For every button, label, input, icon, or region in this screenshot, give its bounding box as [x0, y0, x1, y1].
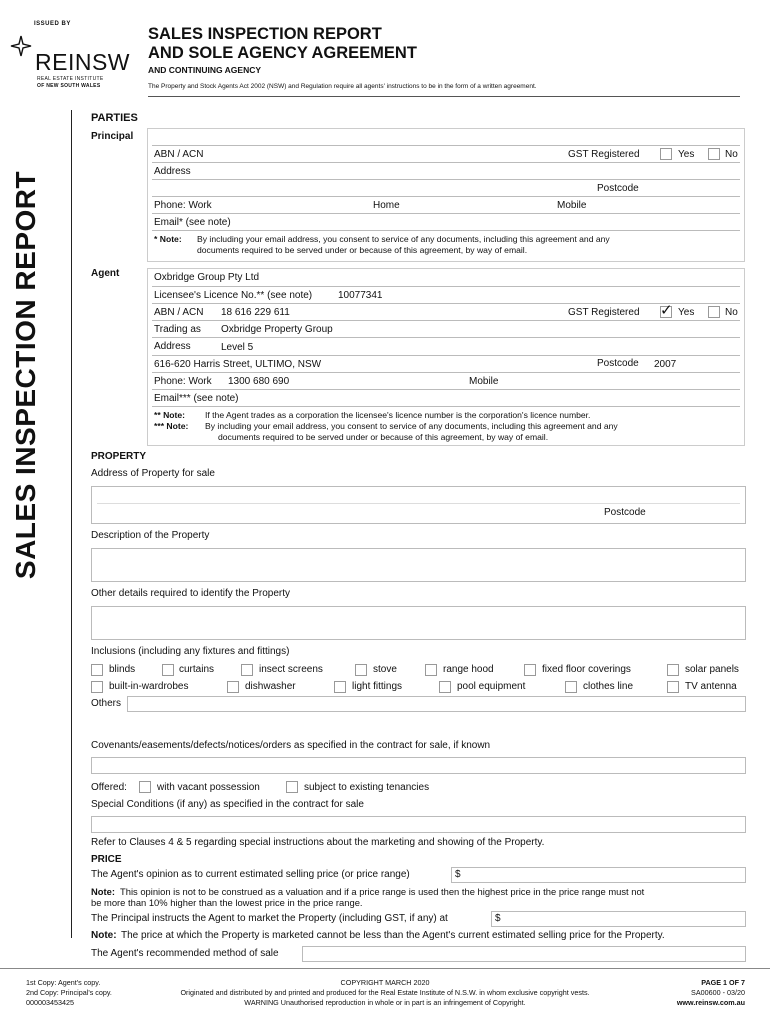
inclusion-insect-screens-label: insect screens [259, 664, 323, 675]
inclusion-wardrobes-checkbox[interactable] [91, 681, 103, 693]
inclusion-pool-equipment-checkbox[interactable] [439, 681, 451, 693]
inclusion-pool-equipment-label: pool equipment [457, 681, 526, 692]
legislation-notice: The Property and Stock Agents Act 2002 (NSW) and Regulation require all agents' instructions to be in the form of a written agreement. [148, 83, 537, 90]
principal-postcode-field[interactable] [152, 196, 740, 197]
price-market-field[interactable] [491, 911, 746, 927]
principal-note-text: By including your email address, you consent to service of any documents, including this agreement and any [197, 234, 610, 244]
inclusion-clothes-line-label: clothes line [583, 681, 634, 692]
inclusion-range-hood-checkbox[interactable] [425, 664, 437, 676]
agent-postcode-label: Postcode [597, 358, 639, 369]
agent-licence-field[interactable] [152, 303, 740, 304]
principal-phone-field[interactable] [152, 213, 740, 214]
footer-copy1: 1st Copy: Agent's copy. [26, 978, 101, 987]
property-address-label: Address of Property for sale [91, 468, 215, 479]
logo-subtitle: REAL ESTATE INSTITUTE [37, 76, 104, 82]
checkmark-icon: ✓ [660, 302, 673, 319]
agent-note2-label: ** Note: [154, 410, 186, 420]
form-code: SA00600 - 03/20 [691, 988, 745, 997]
offered-label: Offered: [91, 782, 127, 793]
logo-text: REINSW [35, 49, 130, 75]
vacant-possession-label: with vacant possession [157, 782, 260, 793]
price-opinion-label: The Agent's opinion as to current estimated selling price (or price range) [91, 869, 410, 880]
principal-mobile-label: Mobile [557, 200, 587, 211]
principal-gst-yes-checkbox[interactable] [660, 148, 672, 160]
inclusion-tv-antenna-label: TV antenna [685, 681, 737, 692]
agent-email-field[interactable] [152, 406, 740, 407]
agent-gst-yes-label: Yes [678, 307, 695, 318]
existing-tenancies-label: subject to existing tenancies [304, 782, 430, 793]
agent-label: Agent [91, 268, 120, 279]
agent-gst-no-label: No [725, 307, 738, 318]
price-note2-label: Note: [91, 930, 117, 941]
agent-trading-value: Oxbridge Property Group [221, 324, 333, 335]
footer-copy2: 2nd Copy: Principal's copy. [26, 988, 112, 997]
property-description-label: Description of the Property [91, 530, 210, 541]
sale-method-label: The Agent's recommended method of sale [91, 948, 279, 959]
covenants-label: Covenants/easements/defects/notices/orders as specified in the contract for sale, if known [91, 740, 491, 751]
agent-note2-text: If the Agent trades as a corporation the licensee's licence number is the corporation's licence number. [205, 410, 591, 420]
dollar-sign-2: $ [495, 913, 501, 924]
property-postcode-label: Postcode [604, 507, 646, 518]
special-conditions-field[interactable] [91, 816, 746, 833]
inclusion-insect-screens-checkbox[interactable] [241, 664, 253, 676]
inclusion-light-fittings-label: light fittings [352, 681, 403, 692]
agent-note3-text: By including your email address, you consent to service of any documents, including this agreement and any [205, 421, 618, 431]
report-title: SALES INSPECTION REPORT [148, 25, 382, 43]
existing-tenancies-checkbox[interactable] [286, 781, 298, 793]
agent-abn-field[interactable] [152, 320, 740, 321]
agent-postcode-field[interactable] [152, 372, 740, 373]
dollar-sign: $ [455, 869, 461, 880]
parties-heading: PARTIES [91, 112, 138, 124]
side-rule [71, 110, 72, 938]
report-subtitle: AND CONTINUING AGENCY [148, 65, 262, 75]
issued-by-label: ISSUED BY [34, 21, 71, 27]
agent-trading-field[interactable] [152, 337, 740, 338]
property-other-details-field[interactable] [91, 606, 746, 640]
principal-gst-no-label: No [725, 149, 738, 160]
price-note1-text-2: be more than 10% higher than the lowest price in the price range. [91, 897, 363, 908]
inclusion-curtains-label: curtains [179, 664, 215, 675]
principal-note-label: * Note: [154, 234, 182, 244]
principal-email-label: Email* (see note) [154, 217, 231, 228]
agent-phone-value: 1300 680 690 [228, 376, 290, 387]
agent-address-field[interactable] [152, 355, 740, 356]
inclusion-dishwasher-label: dishwasher [245, 681, 296, 692]
price-note1-label: Note: [91, 886, 115, 897]
price-instructs-label: The Principal instructs the Agent to market the Property (including GST, if any) at [91, 913, 448, 924]
header-divider [148, 96, 740, 97]
inclusion-solar-panels-checkbox[interactable] [667, 664, 679, 676]
principal-label: Principal [91, 131, 134, 142]
covenants-field[interactable] [91, 757, 746, 774]
agent-note3-label: *** Note: [154, 421, 189, 431]
agent-licence-label: Licensee's Licence No.** (see note) [154, 290, 313, 301]
inclusion-dishwasher-checkbox[interactable] [227, 681, 239, 693]
price-note1-text: This opinion is not to be construed as a valuation and if a price range is used then the highest price in the price range must not [120, 886, 645, 897]
agent-note3-text-2: documents required to be served under or because of this agreement, by way of email. [218, 432, 549, 442]
inclusion-stove-label: stove [373, 664, 397, 675]
footer-warning: WARNING Unauthorised reproduction in whole or in part is an infringement of Copyright. [244, 998, 526, 1007]
principal-address-field[interactable] [152, 179, 740, 180]
side-title: SALES INSPECTION REPORT [10, 170, 41, 580]
principal-gst-label: GST Registered [568, 149, 640, 160]
property-other-details-label: Other details required to identify the Property [91, 588, 290, 599]
page-number: PAGE 1 OF 7 [701, 978, 745, 987]
principal-address-label: Address [154, 166, 191, 177]
agent-name-field[interactable] [152, 286, 740, 287]
agent-phone-label: Phone: Work [154, 376, 212, 387]
agent-gst-label: GST Registered [568, 307, 640, 318]
property-address-field[interactable] [91, 486, 746, 524]
price-note2-text: The price at which the Property is marketed cannot be less than the Agent's current estimated selling price for the Property. [121, 930, 665, 941]
report-title-line2: AND SOLE AGENCY AGREEMENT [148, 44, 417, 62]
inclusion-stove-checkbox[interactable] [355, 664, 367, 676]
website-link[interactable]: www.reinsw.com.au [676, 998, 745, 1007]
inclusion-wardrobes-label: built-in-wardrobes [109, 681, 189, 692]
footer-copyright: COPYRIGHT MARCH 2020 [340, 978, 430, 987]
inclusion-light-fittings-checkbox[interactable] [334, 681, 346, 693]
agent-phone-field[interactable] [152, 389, 740, 390]
agent-name: Oxbridge Group Pty Ltd [154, 272, 260, 283]
principal-gst-no-checkbox[interactable] [708, 148, 720, 160]
principal-email-field[interactable] [152, 230, 740, 231]
principal-postcode-label: Postcode [597, 183, 639, 194]
inclusion-curtains-checkbox[interactable] [162, 664, 174, 676]
inclusion-blinds-label: blinds [109, 664, 136, 675]
agent-mobile-label: Mobile [469, 376, 499, 387]
special-conditions-label: Special Conditions (if any) as specified in the contract for sale [91, 799, 364, 810]
agent-abn-value: 18 616 229 611 [221, 307, 290, 318]
inclusion-floor-coverings-checkbox[interactable] [524, 664, 536, 676]
inclusion-clothes-line-checkbox[interactable] [565, 681, 577, 693]
principal-name-field[interactable] [152, 145, 740, 146]
inclusion-solar-panels-label: solar panels [685, 664, 739, 675]
price-opinion-field[interactable] [451, 867, 746, 883]
property-description-field[interactable] [91, 548, 746, 582]
principal-abn-field[interactable] [152, 162, 740, 163]
principal-abn-label: ABN / ACN [154, 149, 204, 160]
agent-address-line2: 616-620 Harris Street, ULTIMO, NSW [154, 359, 322, 370]
agent-gst-no-checkbox[interactable] [708, 306, 720, 318]
agent-licence-value: 10077341 [338, 290, 383, 301]
inclusion-tv-antenna-checkbox[interactable] [667, 681, 679, 693]
principal-note-text-2: documents required to be served under or because of this agreement, by way of email. [197, 245, 528, 255]
agent-email-label: Email*** (see note) [154, 393, 239, 404]
others-label: Others [91, 698, 122, 709]
inclusion-blinds-checkbox[interactable] [91, 664, 103, 676]
inclusions-label: Inclusions (including any fixtures and fittings) [91, 646, 290, 657]
others-field[interactable] [127, 696, 746, 712]
property-address-line [97, 503, 740, 504]
agent-trading-label: Trading as [154, 324, 201, 335]
inclusion-floor-coverings-label: fixed floor coverings [542, 664, 631, 675]
footer-originated: Originated and distributed by and printed and produced for the Real Estate Institute of N.S.W. in whom exclusive copyright vests. [180, 988, 590, 997]
principal-phone-label: Phone: Work [154, 200, 212, 211]
agent-address-label: Address [154, 341, 191, 352]
principal-gst-yes-label: Yes [678, 149, 695, 160]
inclusion-range-hood-label: range hood [443, 664, 494, 675]
footer-divider [0, 968, 770, 969]
agent-abn-label: ABN / ACN [154, 307, 204, 318]
reinsw-logo-icon [10, 35, 32, 57]
property-heading: PROPERTY [91, 451, 147, 462]
vacant-possession-checkbox[interactable] [139, 781, 151, 793]
agent-postcode-value: 2007 [654, 359, 677, 370]
price-heading: PRICE [91, 854, 122, 865]
footer-doc-number: 000003453425 [26, 998, 74, 1007]
refer-clauses-text: Refer to Clauses 4 & 5 regarding special instructions about the marketing and showing of the Property. [91, 837, 545, 848]
sale-method-field[interactable] [302, 946, 746, 962]
principal-home-label: Home [373, 200, 400, 211]
agent-address-line1: Level 5 [221, 342, 254, 353]
logo-subtitle-2: OF NEW SOUTH WALES [37, 83, 101, 89]
